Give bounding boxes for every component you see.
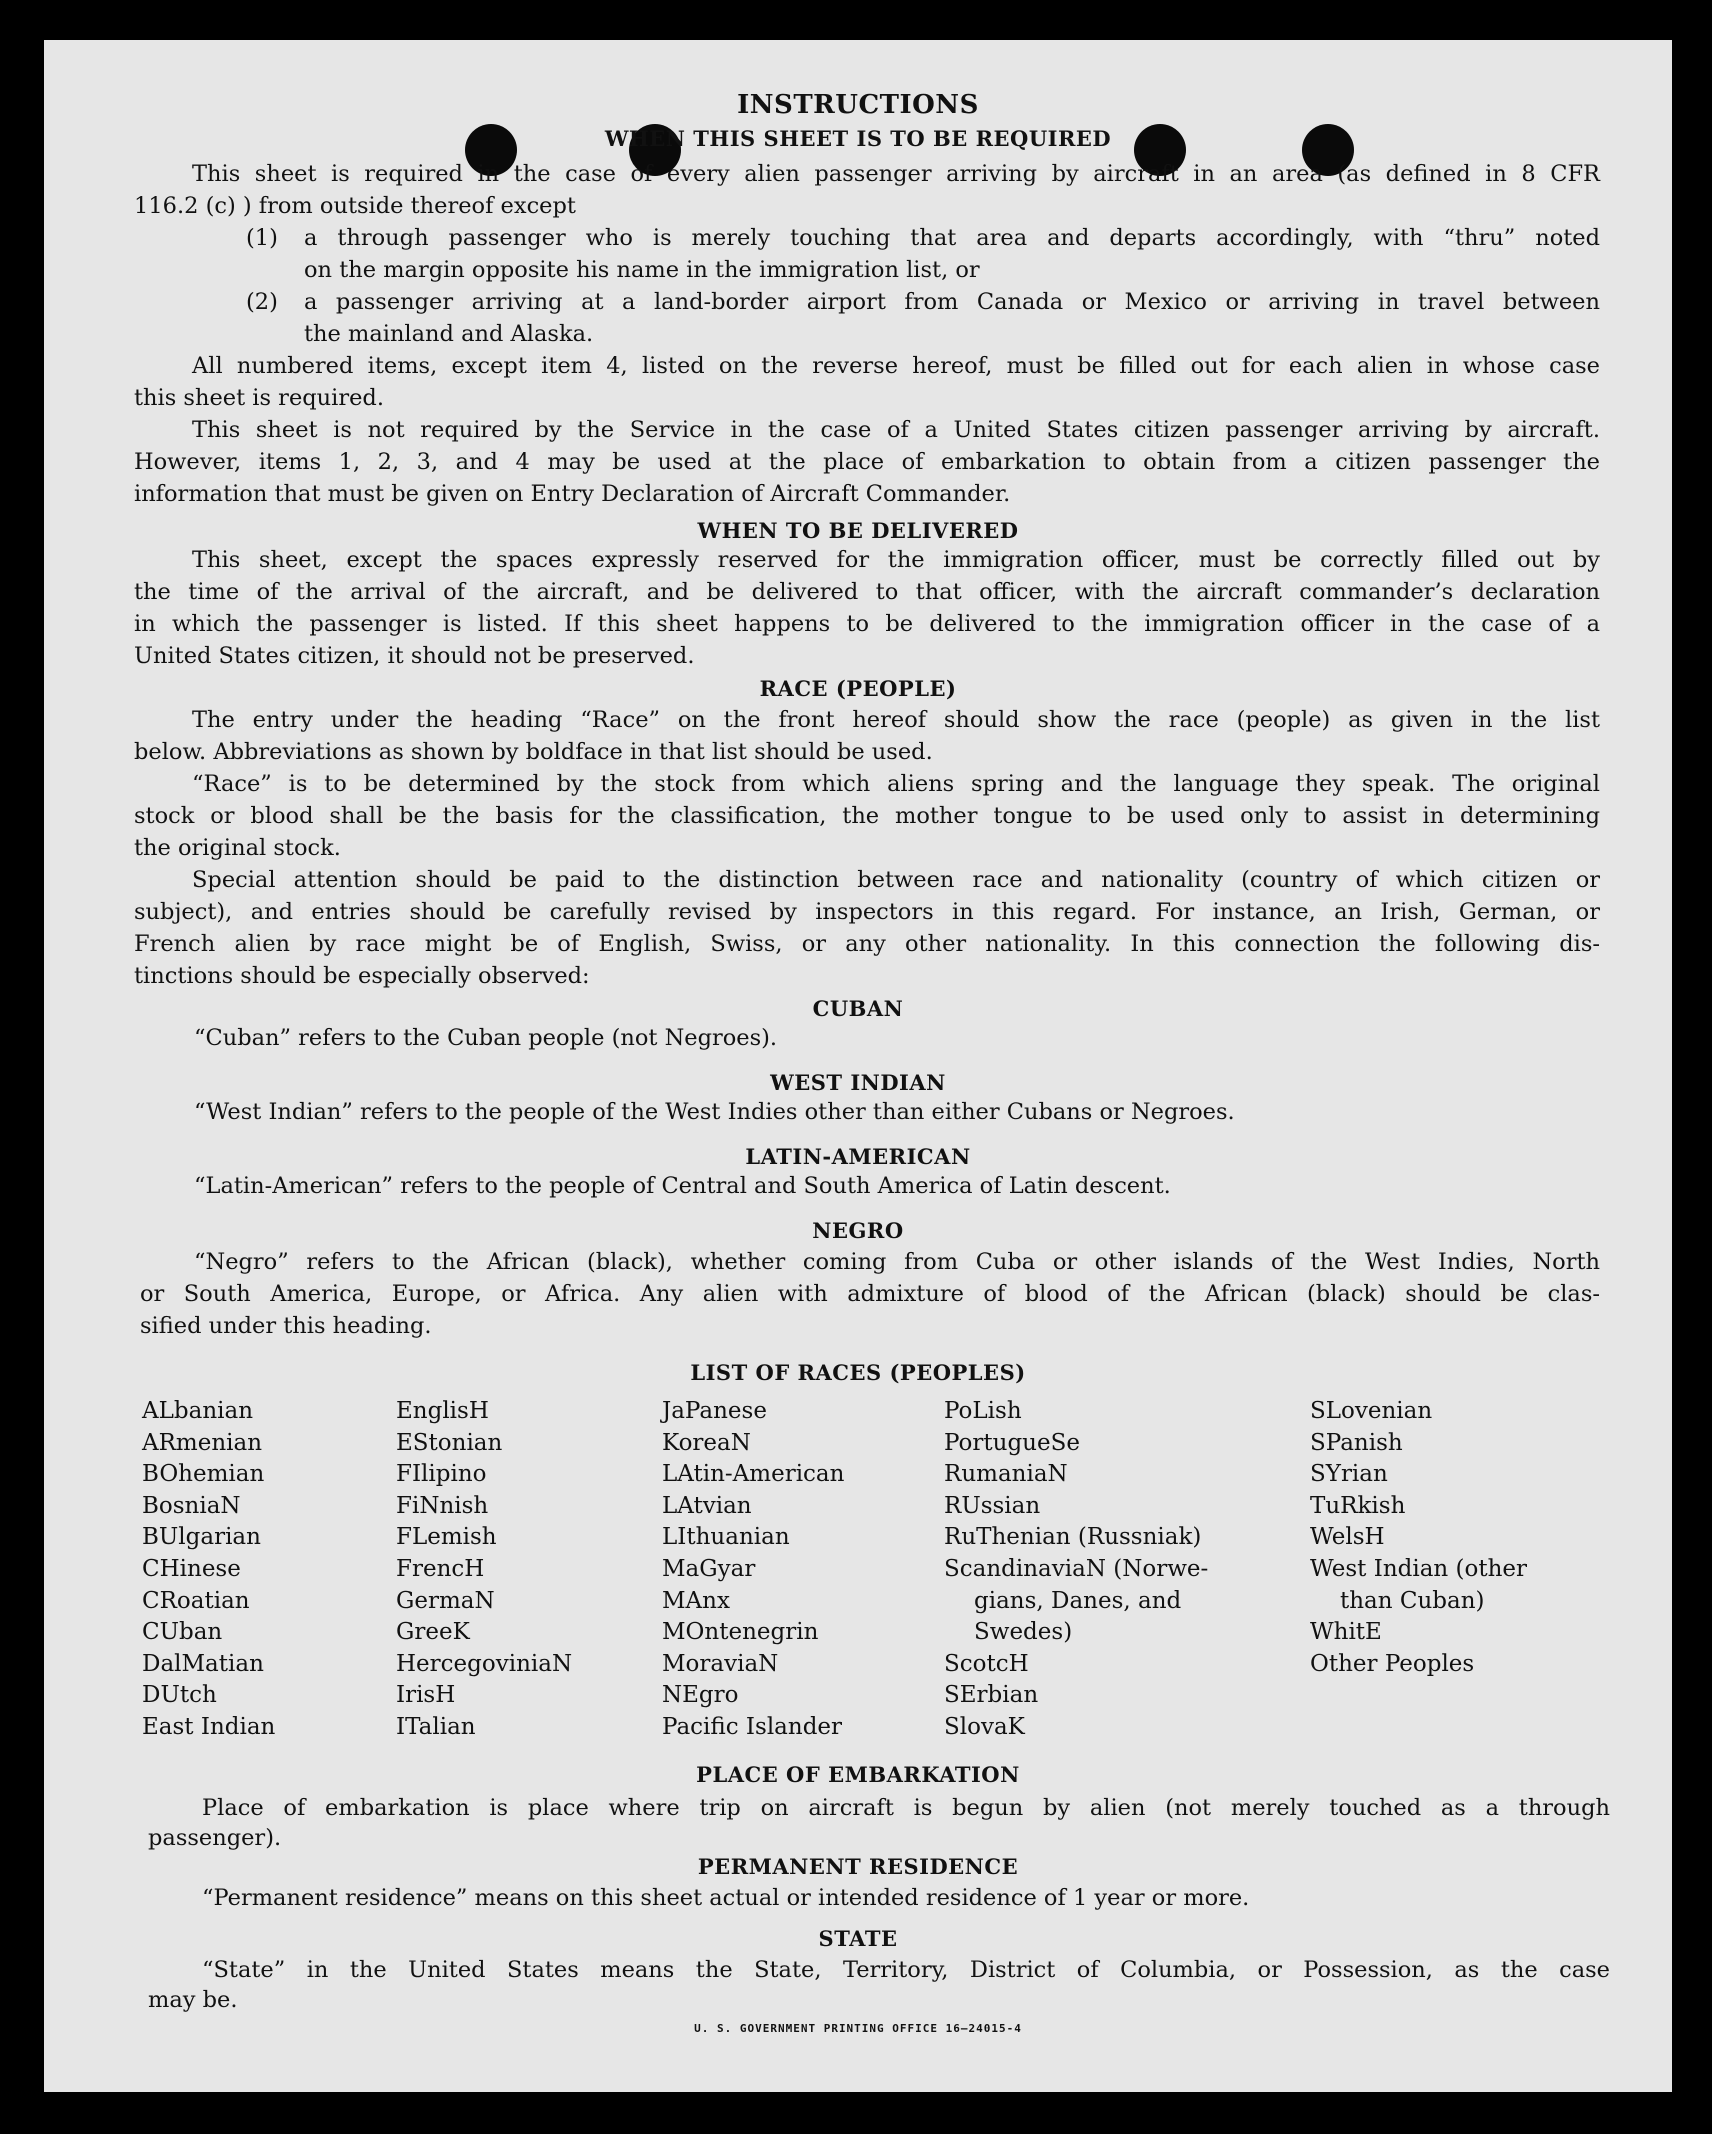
sec1-line: this sheet is required. — [134, 385, 384, 411]
sec3-line: French alien by race might be of English, Swiss, or any other nationality. In this connection the following dis- — [134, 931, 1600, 957]
race-item: LAtvian — [662, 1492, 752, 1519]
race-item: BOhemian — [142, 1461, 265, 1488]
race-item: Other Peoples — [1310, 1650, 1475, 1677]
sec3-line: “Race” is to be determined by the stock from which aliens spring and the language they speak. The original — [192, 771, 1600, 797]
race-item: NEgro — [662, 1682, 739, 1709]
section-heading-race: RACE (PEOPLE) — [759, 676, 957, 701]
sec1-line: This sheet is required in the case of every alien passenger arriving by aircraft in an area (as defined in 8 CFR — [192, 161, 1600, 187]
exception-2-number: (2) — [246, 289, 278, 315]
section-heading-latin-american: LATIN-AMERICAN — [745, 1144, 971, 1169]
race-item: IrisH — [396, 1682, 456, 1709]
race-column — [662, 1396, 844, 1744]
race-column — [1310, 1396, 1527, 1680]
race-item: SLovenian — [1310, 1398, 1433, 1424]
sec2-line: the time of the arrival of the aircraft, and be delivered to that officer, with the aircraft commander’s declaration — [134, 579, 1600, 605]
sec3-line: tinctions should be especially observed: — [134, 963, 590, 989]
race-item: DalMatian — [142, 1650, 264, 1677]
race-item: DUtch — [142, 1682, 217, 1709]
race-item: CRoatian — [142, 1587, 250, 1614]
race-item: RuThenian (Russniak) — [944, 1524, 1202, 1551]
race-item: BUlgarian — [142, 1524, 261, 1551]
race-column — [142, 1396, 275, 1744]
section-heading-cuban: CUBAN — [812, 996, 904, 1021]
race-item: ITalian — [396, 1713, 476, 1740]
race-item: Pacific Islander — [662, 1713, 843, 1740]
exception-2-line: the mainland and Alaska. — [304, 321, 594, 347]
race-item: than Cuban) — [1340, 1587, 1485, 1614]
sec3-line: Special attention should be paid to the distinction between race and nationality (country of which citizen or — [192, 867, 1600, 893]
sec1-line: 116.2 (c) ) from outside thereof except — [134, 193, 576, 219]
state-line: “State” in the United States means the State, Territory, District of Columbia, or Possession, as the case — [202, 1957, 1610, 1983]
race-item: ALbanian — [142, 1398, 254, 1424]
race-item: BosniaN — [142, 1492, 241, 1519]
exception-1-number: (1) — [246, 225, 278, 251]
section-heading-state: STATE — [818, 1926, 898, 1951]
race-item: CUban — [142, 1619, 223, 1646]
section-heading-when-delivered: WHEN TO BE DELIVERED — [697, 518, 1019, 543]
sec1-line: This sheet is not required by the Service in the case of a United States citizen passenger arriving by aircraft. — [192, 417, 1600, 443]
race-item: GermaN — [396, 1587, 495, 1614]
exception-2-line: a passenger arriving at a land-border airport from Canada or Mexico or arriving in travel between — [304, 289, 1600, 315]
section-heading-negro: NEGRO — [812, 1218, 904, 1243]
race-item: GreeK — [396, 1619, 470, 1646]
race-item: HercegoviniaN — [396, 1650, 573, 1677]
race-item: WelsH — [1310, 1524, 1385, 1551]
race-column — [944, 1396, 1208, 1744]
race-item: EnglisH — [396, 1398, 489, 1424]
race-item: SlovaK — [944, 1713, 1025, 1740]
race-item: FIlipino — [396, 1461, 487, 1488]
race-item: FLemish — [396, 1524, 497, 1551]
sec2-line: in which the passenger is listed. If this sheet happens to be delivered to the immigration officer in the case of a — [134, 611, 1600, 637]
sec1-line: All numbered items, except item 4, listed on the reverse hereof, must be filled out for each alien in whose case — [192, 353, 1600, 379]
negro-line: “Negro” refers to the African (black), whether coming from Cuba or other islands of the West Indies, North — [194, 1249, 1600, 1275]
printer-imprint: U. S. GOVERNMENT PRINTING OFFICE 16—24015-4 — [694, 2022, 1022, 2035]
race-item: MoraviaN — [662, 1650, 779, 1677]
exception-1-line: on the margin opposite his name in the immigration list, or — [304, 257, 980, 283]
sec2-line: United States citizen, it should not be preserved. — [134, 643, 695, 669]
race-item: PortugueSe — [944, 1429, 1080, 1456]
race-item: SYrian — [1310, 1461, 1388, 1488]
race-item: TuRkish — [1310, 1492, 1406, 1519]
embarkation-line: passenger). — [148, 1825, 282, 1851]
race-item: ARmenian — [142, 1429, 263, 1456]
race-item: East Indian — [142, 1713, 276, 1740]
sec1-line: However, items 1, 2, 3, and 4 may be used at the place of embarkation to obtain from a citizen passenger the — [134, 449, 1600, 475]
race-item: LAtin-American — [662, 1461, 845, 1488]
race-item: ScotcH — [944, 1650, 1029, 1677]
race-item: JaPanese — [662, 1398, 767, 1424]
race-item: LIthuanian — [662, 1524, 790, 1551]
race-item: FrencH — [396, 1555, 485, 1582]
race-item: MAnx — [662, 1587, 730, 1614]
permanent-residence-definition: “Permanent residence” means on this sheet actual or intended residence of 1 year or more. — [202, 1885, 1250, 1911]
section-heading-list-of-races: LIST OF RACES (PEOPLES) — [690, 1360, 1026, 1385]
race-item: PoLish — [944, 1398, 1022, 1424]
race-item: KoreaN — [662, 1429, 751, 1456]
west-indian-definition: “West Indian” refers to the people of the West Indies other than either Cubans or Negroes. — [194, 1099, 1235, 1125]
exception-1-line: a through passenger who is merely touching that area and departs accordingly, with “thru” noted — [304, 225, 1600, 251]
embarkation-line: Place of embarkation is place where trip on aircraft is begun by alien (not merely touched as a through — [202, 1795, 1610, 1821]
sec3-line: below. Abbreviations as shown by boldface in that list should be used. — [134, 739, 933, 765]
sec1-line: information that must be given on Entry Declaration of Aircraft Commander. — [134, 481, 1011, 507]
race-item: SPanish — [1310, 1429, 1403, 1456]
race-item: gians, Danes, and — [974, 1587, 1182, 1614]
state-line: may be. — [148, 1987, 238, 2013]
race-item: RumaniaN — [944, 1461, 1068, 1488]
sec3-line: subject), and entries should be carefully revised by inspectors in this regard. For instance, an Irish, German, or — [134, 899, 1600, 925]
sec3-line: The entry under the heading “Race” on the front hereof should show the race (people) as given in the list — [192, 707, 1600, 733]
race-item: CHinese — [142, 1555, 241, 1582]
negro-line: or South America, Europe, or Africa. Any alien with admixture of blood of the African (black) should be clas- — [140, 1281, 1600, 1307]
section-heading-embarkation: PLACE OF EMBARKATION — [696, 1762, 1020, 1787]
race-item: EStonian — [396, 1429, 503, 1456]
latin-american-definition: “Latin-American” refers to the people of Central and South America of Latin descent. — [194, 1173, 1171, 1199]
race-item: RUssian — [944, 1492, 1041, 1519]
race-item: WhitE — [1310, 1619, 1382, 1646]
instruction-sheet — [44, 40, 1672, 2092]
sec3-line: stock or blood shall be the basis for the classification, the mother tongue to be used only to assist in determining — [134, 803, 1600, 829]
page-title: INSTRUCTIONS — [737, 90, 979, 120]
section-heading-when-required: WHEN THIS SHEET IS TO BE REQUIRED — [604, 126, 1112, 151]
sec2-line: This sheet, except the spaces expressly reserved for the immigration officer, must be correctly filled out by — [192, 547, 1600, 573]
sec3-line: the original stock. — [134, 835, 341, 861]
race-item: MaGyar — [662, 1555, 756, 1582]
race-column — [396, 1396, 572, 1744]
negro-line: sified under this heading. — [140, 1313, 432, 1339]
section-heading-west-indian: WEST INDIAN — [770, 1070, 946, 1095]
race-item: MOntenegrin — [662, 1619, 819, 1646]
race-item: West Indian (other — [1310, 1555, 1528, 1582]
cuban-definition: “Cuban” refers to the Cuban people (not Negroes). — [194, 1025, 778, 1051]
section-heading-permanent-residence: PERMANENT RESIDENCE — [697, 1854, 1019, 1879]
race-item: ScandinaviaN (Norwe- — [944, 1555, 1209, 1582]
race-item: Swedes) — [974, 1619, 1073, 1646]
race-item: FiNnish — [396, 1492, 489, 1519]
race-item: SErbian — [944, 1682, 1039, 1709]
